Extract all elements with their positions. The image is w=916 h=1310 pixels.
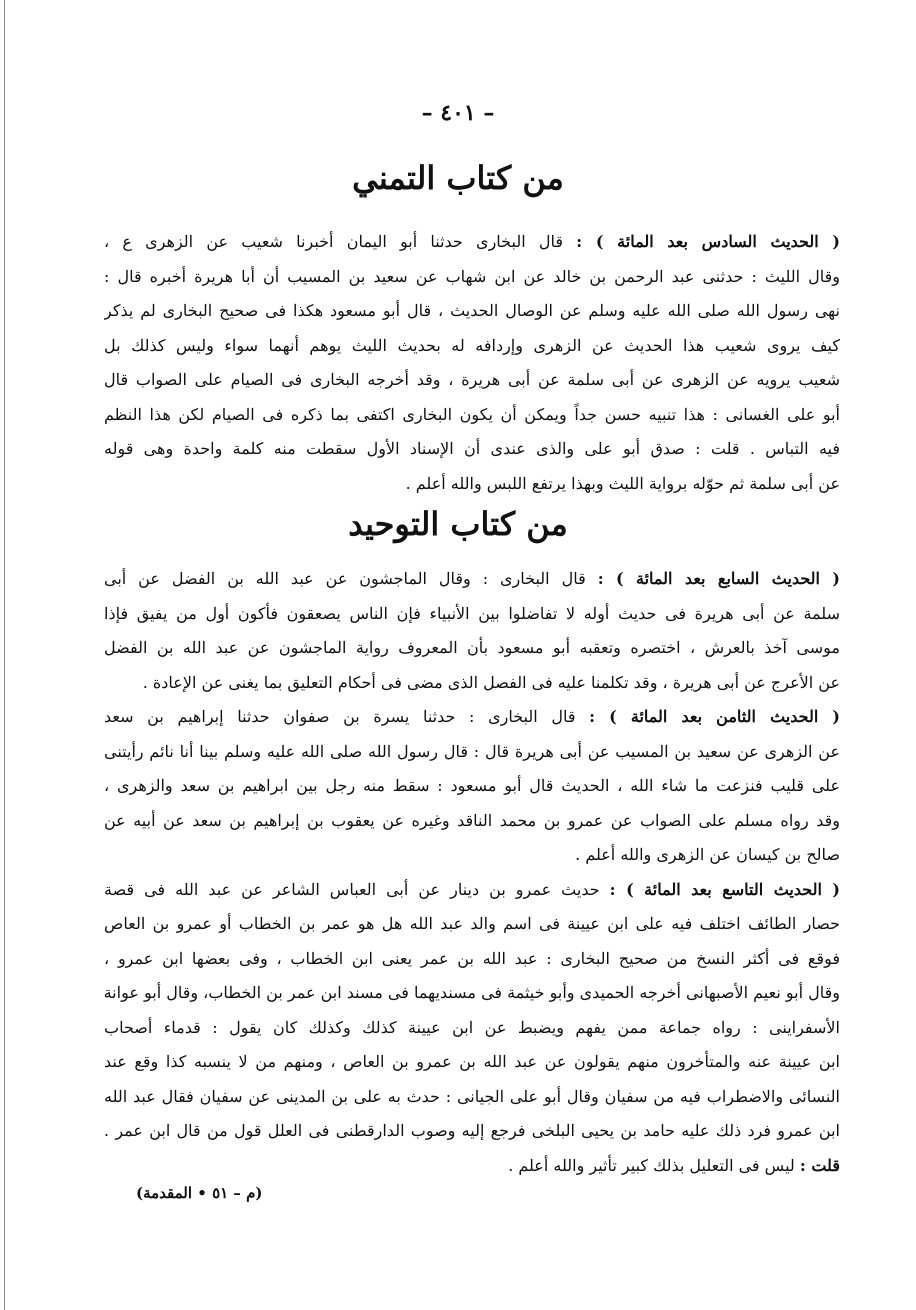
page-edge-line <box>4 0 5 1310</box>
footer-signature-mark: (م – ٥١ • المقدمة) <box>136 1184 263 1202</box>
section-body-tamanni <box>104 225 840 501</box>
text-line: ابن عمرو فرد ذلك عليه حامد بن يحيى البلخى فرجع إليه وصوب الدارقطنى فى العلل قول من قال ابن عمر . <box>104 1121 840 1140</box>
text-line: ( الحديث السابع بعد المائة ) : قال البخارى : وقال الماجشون عن عبد الله بن الفضل عن أبى <box>104 569 840 588</box>
text-line: عن الأعرج عن أبى هريرة ، وقد تكلمنا عليه فى الفصل الذى مضى فى أحكام التعليق بما يغنى عن الإعادة . <box>142 672 840 692</box>
text-line: صالح بن كيسان عن الزهرى والله أعلم . <box>575 845 840 864</box>
text-line: على قليب فنزعت ما شاء الله ، الحديث قال أبو مسعود : سقط منه رجل بين ابراهيم بن سعد والزهرى ، <box>104 776 840 795</box>
section-heading-tamanni: من كتاب التمني <box>352 159 564 197</box>
hadith-label: ( الحديث السابع بعد المائة ) : <box>597 569 840 588</box>
text-line: النسائى والاضطراب فيه من سفيان وقال أبو على الجيانى : حدث به على بن المدينى عن سفيان فقال عبد الله <box>104 1086 840 1106</box>
hadith-label: ( الحديث الثامن بعد المائة ) : <box>589 707 840 726</box>
text-line: عن أبى سلمة ثم حوّله برواية الليث وبهذا يرتفع اللبس والله أعلم . <box>405 473 840 493</box>
hadith-label: ( الحديث السادس بعد المائة ) : <box>576 232 840 251</box>
text-line: وقد رواه مسلم على الصواب عن عمرو بن محمد الناقد وغيره عن يعقوب بن إبراهيم بن سعد عن أبيه عن <box>104 810 840 830</box>
section-heading-tawhid: من كتاب التوحيد <box>348 505 568 543</box>
text-line: نهى رسول الله صلى الله عليه وسلم عن الوصال الحديث ، قال أبو مسعود هكذا فى صحيح البخارى لم يذكر <box>104 301 840 320</box>
text-line: كيف يروى شعيب هذا الحديث عن الزهرى وإردافه له بحديث الليث يوهم أنهما سواء وليس كذلك بل <box>104 335 840 355</box>
text-line: موسى آخذ بالعرش ، اختصره وتعقبه أبو مسعود بأن المعروف رواية الماجشون عن عبد الله بن الفضل <box>104 638 840 657</box>
page-number: – ٤٠١ – <box>421 100 495 126</box>
text-line: عن الزهرى عن سعيد بن المسيب عن أبى هريرة قال : قال رسول الله صلى الله عليه وسلم بينا أنا نائم رأيتنى <box>104 741 840 761</box>
text-line: فيه التباس . قلت : صدق أبو على والذى عندى أن الإسناد الأول سقطت منه كلمة واحدة وهى قوله <box>104 439 840 458</box>
section-body-tawhid <box>104 562 840 1183</box>
text-line: شعيب يرويه عن الزهرى عن أبى سلمة عن أبى هريرة ، وقد أخرجه البخارى فى الصيام على الصواب قال <box>104 370 840 389</box>
text-line: أبو على الغسانى : هذا تنبيه حسن جداً ويمكن أن يكون البخارى اكتفى بما ذكره فى الصيام لكن هذا النظم <box>104 404 840 424</box>
text-line: ( الحديث السادس بعد المائة ) : قال البخارى حدثنا أبو اليمان أخبرنا شعيب عن الزهرى ع ، <box>104 232 840 251</box>
text-line: حصار الطائف اختلف فيه على ابن عيينة فى اسم والد عبد الله هل هو عمر بن الخطاب أو عمرو بن العاص <box>104 914 840 933</box>
text-line: ابن عيينة عنه والمتأخرون منهم يقولون عن عبد الله بن عمرو بن العاص ، ومنهم من لا ينسبه كذا وقع عند <box>104 1052 840 1071</box>
text-line: ( الحديث الثامن بعد المائة ) : قال البخارى : حدثنا يسرة بن صفوان حدثنا إبراهيم بن سعد <box>104 707 840 726</box>
text-line: فوقع فى أكثر النسخ من صحيح البخارى : عبد الله بن عمر يعنى ابن الخطاب ، وفى بعضها ابن عمرو ، <box>104 948 840 968</box>
hadith-label: ( الحديث التاسع بعد المائة ) : <box>609 879 840 899</box>
text-line: وقال أبو نعيم الأصبهانى أخرجه الحميدى وأبو خيثمة فى مسنديهما فى مسند ابن عمر بن الخطاب، وقال أبو عوانة <box>104 983 840 1002</box>
text-line: سلمة عن أبى هريرة فى حديث أوله لا تفاضلوا بين الأنبياء فإن الناس يصعقون فأكون أول من يفيق فإذا <box>104 603 840 623</box>
text-line: قلت : ليس فى التعليل بذلك كبير تأثير والله أعلم . <box>508 1155 840 1175</box>
text-line: الأسفراينى : رواه جماعة ممن يفهم ويضبط عن ابن عيينة كذلك وكذلك كان يقول : قدماء أصحاب <box>104 1017 840 1037</box>
text-line: وقال الليث : حدثنى عبد الرحمن بن خالد عن ابن شهاب عن سعيد بن المسيب أن أبا هريرة أخبره قال : <box>104 266 840 286</box>
note-label: قلت : <box>799 1155 840 1175</box>
text-line: ( الحديث التاسع بعد المائة ) : حديث عمرو بن دينار عن أبى العباس الشاعر عن عبد الله فى قصة <box>104 879 840 899</box>
